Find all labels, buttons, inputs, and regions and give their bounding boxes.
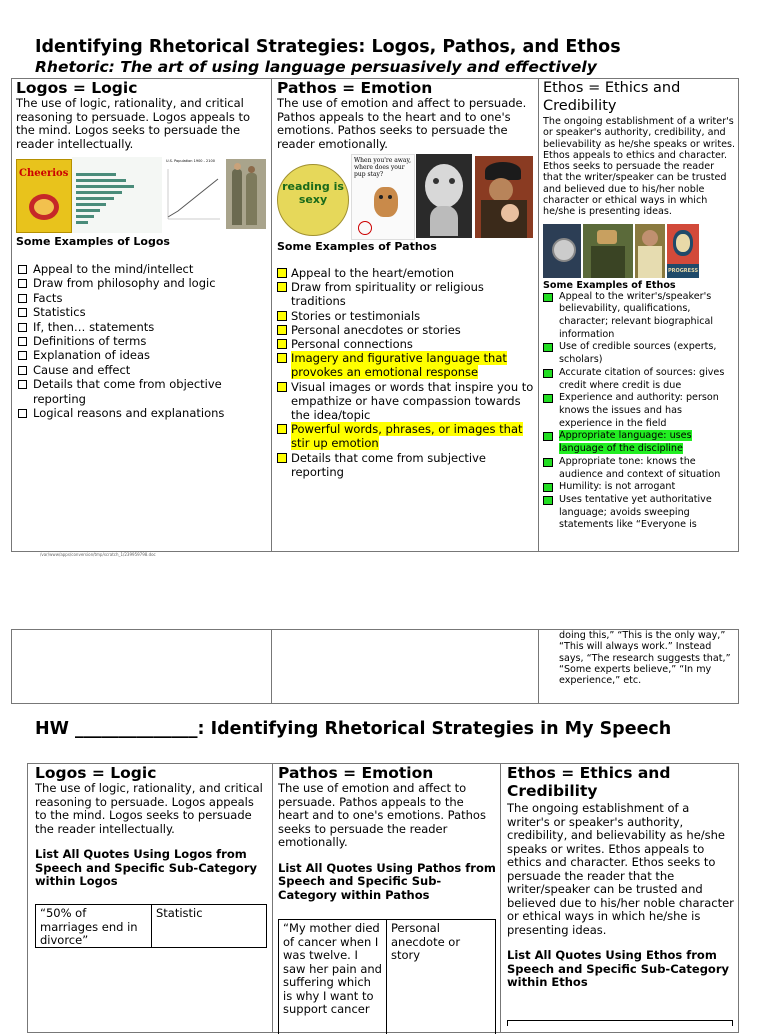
hw-ethos-column — [507, 764, 735, 1023]
list-item: Draw from spirituality or religious traditions — [277, 280, 534, 308]
cheerios-box-image — [16, 159, 72, 233]
hw-ethos-quote-table-edge — [507, 1020, 733, 1026]
pathos-description: The use of emotion and affect to persuade. Pathos appeals to the heart and to one's emotions. Pathos seeks to persuade the reader emotionally. — [277, 96, 527, 151]
list-item: Visual images or words that inspire you to empathize or have compassion towards the idea/topic — [277, 380, 534, 423]
ethos-examples-list — [543, 291, 736, 532]
button-text: reading is sexy — [282, 180, 344, 206]
list-item: Appeal to the mind/intellect — [16, 262, 268, 276]
poster-text: PROGRESS — [667, 264, 699, 278]
logos-examples-heading: Some Examples of Logos — [16, 235, 170, 248]
list-item: Appeal to the writer's/speaker's believability, qualifications, character; relevant biographical information — [543, 291, 736, 342]
page-subtitle: Rhetoric: The art of using language persuasively and effectively — [35, 58, 597, 76]
list-item: If, then… statements — [16, 320, 268, 334]
logos-examples-list — [16, 262, 268, 420]
dog-ad-image — [351, 154, 415, 240]
list-item: Statistics — [16, 305, 268, 319]
quote-cell: “50% of marriages end in divorce” — [36, 905, 152, 947]
baby-photo — [416, 154, 472, 238]
page-title: Identifying Rhetorical Strategies: Logos, Pathos, and Ethos — [35, 37, 621, 57]
hw-logos-list-heading: List All Quotes Using Logos from Speech and Specific Sub-Category within Logos — [35, 847, 257, 888]
watch-photo — [543, 224, 581, 278]
cheerios-label: Cheerios — [19, 168, 69, 179]
ethos-continued-text: doing this,” “This is the only way,” “This will always work.” Instead says, “The research suggests that,” “Some experts believe,” “In my experience,” etc. — [559, 630, 731, 687]
pathos-examples-list — [277, 266, 534, 479]
list-item: Draw from philosophy and logic — [16, 276, 268, 290]
uniform-photo — [583, 224, 633, 278]
list-item: Details that come from subjective reporting — [277, 451, 534, 479]
hw-pathos-quote-table — [278, 919, 496, 1034]
hw-logos-heading: Logos = Logic — [35, 764, 157, 782]
dog-ad-text: When you're away, where does your pup stay? — [354, 157, 411, 178]
category-cell: Statistic — [156, 906, 203, 920]
list-item: Stories or testimonials — [277, 309, 534, 323]
list-item: Accurate citation of sources: gives credit where credit is due — [543, 367, 736, 392]
firefighter-photo — [475, 156, 533, 238]
logos-column — [16, 79, 268, 551]
list-item: Details that come from objective reporting — [16, 377, 268, 406]
reading-is-sexy-button — [277, 164, 349, 236]
progress-poster — [667, 224, 699, 278]
hw-logos-column — [35, 764, 269, 1023]
pathos-heading: Pathos = Emotion — [277, 79, 433, 97]
category-cell: Personal anecdote or story — [391, 921, 461, 962]
list-item: Personal anecdotes or stories — [277, 323, 534, 337]
quote-cell: “My mother died of cancer when I was twelve. I saw her pain and suffering which is why I want to support cancer — [279, 920, 387, 1034]
hw-ethos-description: The ongoing establishment of a writer's or speaker's authority, credibility, and believability as he/she speaks or writes. Ethos appeals to ethics and character. Ethos seeks to persuade the reader that the writer/speaker can be trusted and believed due to his/her noble character or ethical ways in which he/she is presenting ideas. — [507, 801, 734, 937]
population-chart-image — [72, 157, 162, 233]
list-item: Imagery and figurative language that provokes an emotional response — [277, 351, 534, 379]
list-item: Experience and authority: person knows the issues and has experience in the field — [543, 392, 736, 430]
ethos-column — [543, 79, 736, 551]
hw-logos-description: The use of logic, rationality, and critical reasoning to persuade. Logos appeals to the mind. Logos seeks to persuade the reader intellectually. — [35, 781, 263, 836]
list-item: Appeal to the heart/emotion — [277, 266, 534, 280]
logos-images — [16, 157, 268, 235]
hw-pathos-list-heading: List All Quotes Using Pathos from Speech and Specific Sub-Category within Pathos — [278, 860, 496, 902]
list-item: Uses tentative yet authoritative language; avoids sweeping statements like “Everyone is — [543, 494, 736, 532]
hw-ethos-list-heading: List All Quotes Using Ethos from Speech and Specific Sub-Category within Ethos — [507, 948, 729, 989]
pathos-images — [277, 154, 534, 240]
list-item: Appropriate tone: knows the audience and context of situation — [543, 456, 736, 481]
list-item: Appropriate language: uses language of the discipline — [543, 430, 736, 455]
logos-description: The use of logic, rationality, and critical reasoning to persuade. Logos appeals to the mind. Logos seeks to persuade the reader intellectually. — [16, 96, 251, 151]
ethos-images — [543, 224, 736, 280]
soldiers-photo — [226, 159, 266, 229]
population-graph-title: U.S. Population 1900 - 2100 — [166, 159, 215, 163]
ethos-heading: Ethos = Ethics and Credibility — [543, 80, 681, 114]
ethos-examples-heading: Some Examples of Ethos — [543, 279, 676, 291]
person-photo — [635, 224, 665, 278]
list-item: Humility: is not arrogant — [543, 481, 736, 494]
list-item: Personal connections — [277, 337, 534, 351]
file-path-footnote: /var/www/apps/conversion/tmp/scratch_1/239959798.doc — [40, 552, 156, 557]
hw-pathos-description: The use of emotion and affect to persuade. Pathos appeals to the heart and to one's emotions. Pathos seeks to persuade the reader emotionally. — [278, 781, 486, 849]
list-item: Logical reasons and explanations — [16, 406, 268, 420]
list-item: Explanation of ideas — [16, 348, 268, 362]
logos-heading: Logos = Logic — [16, 79, 138, 97]
list-item: Definitions of terms — [16, 334, 268, 348]
hw-title: HW ______________: Identifying Rhetorical Strategies in My Speech — [35, 719, 672, 739]
ethos-description: The ongoing establishment of a writer's or speaker's authority, credibility, and believability as he/she speaks or writes. Ethos appeals to ethics and character. Ethos seeks to persuade the reader that the writer/speaker can be trusted and believed due to his/her noble character or ethical ways in which he/she is presenting ideas. — [543, 116, 736, 218]
hw-logos-quote-table — [35, 904, 267, 948]
population-graph-image — [164, 157, 224, 235]
list-item: Facts — [16, 291, 268, 305]
pathos-examples-heading: Some Examples of Pathos — [277, 240, 437, 253]
list-item: Use of credible sources (experts, scholars) — [543, 341, 736, 366]
list-item: Powerful words, phrases, or images that stir up emotion — [277, 422, 534, 450]
hw-ethos-heading: Ethos = Ethics and Credibility — [507, 764, 671, 800]
list-item: Cause and effect — [16, 363, 268, 377]
hw-pathos-heading: Pathos = Emotion — [278, 764, 434, 782]
pathos-column — [277, 79, 534, 551]
